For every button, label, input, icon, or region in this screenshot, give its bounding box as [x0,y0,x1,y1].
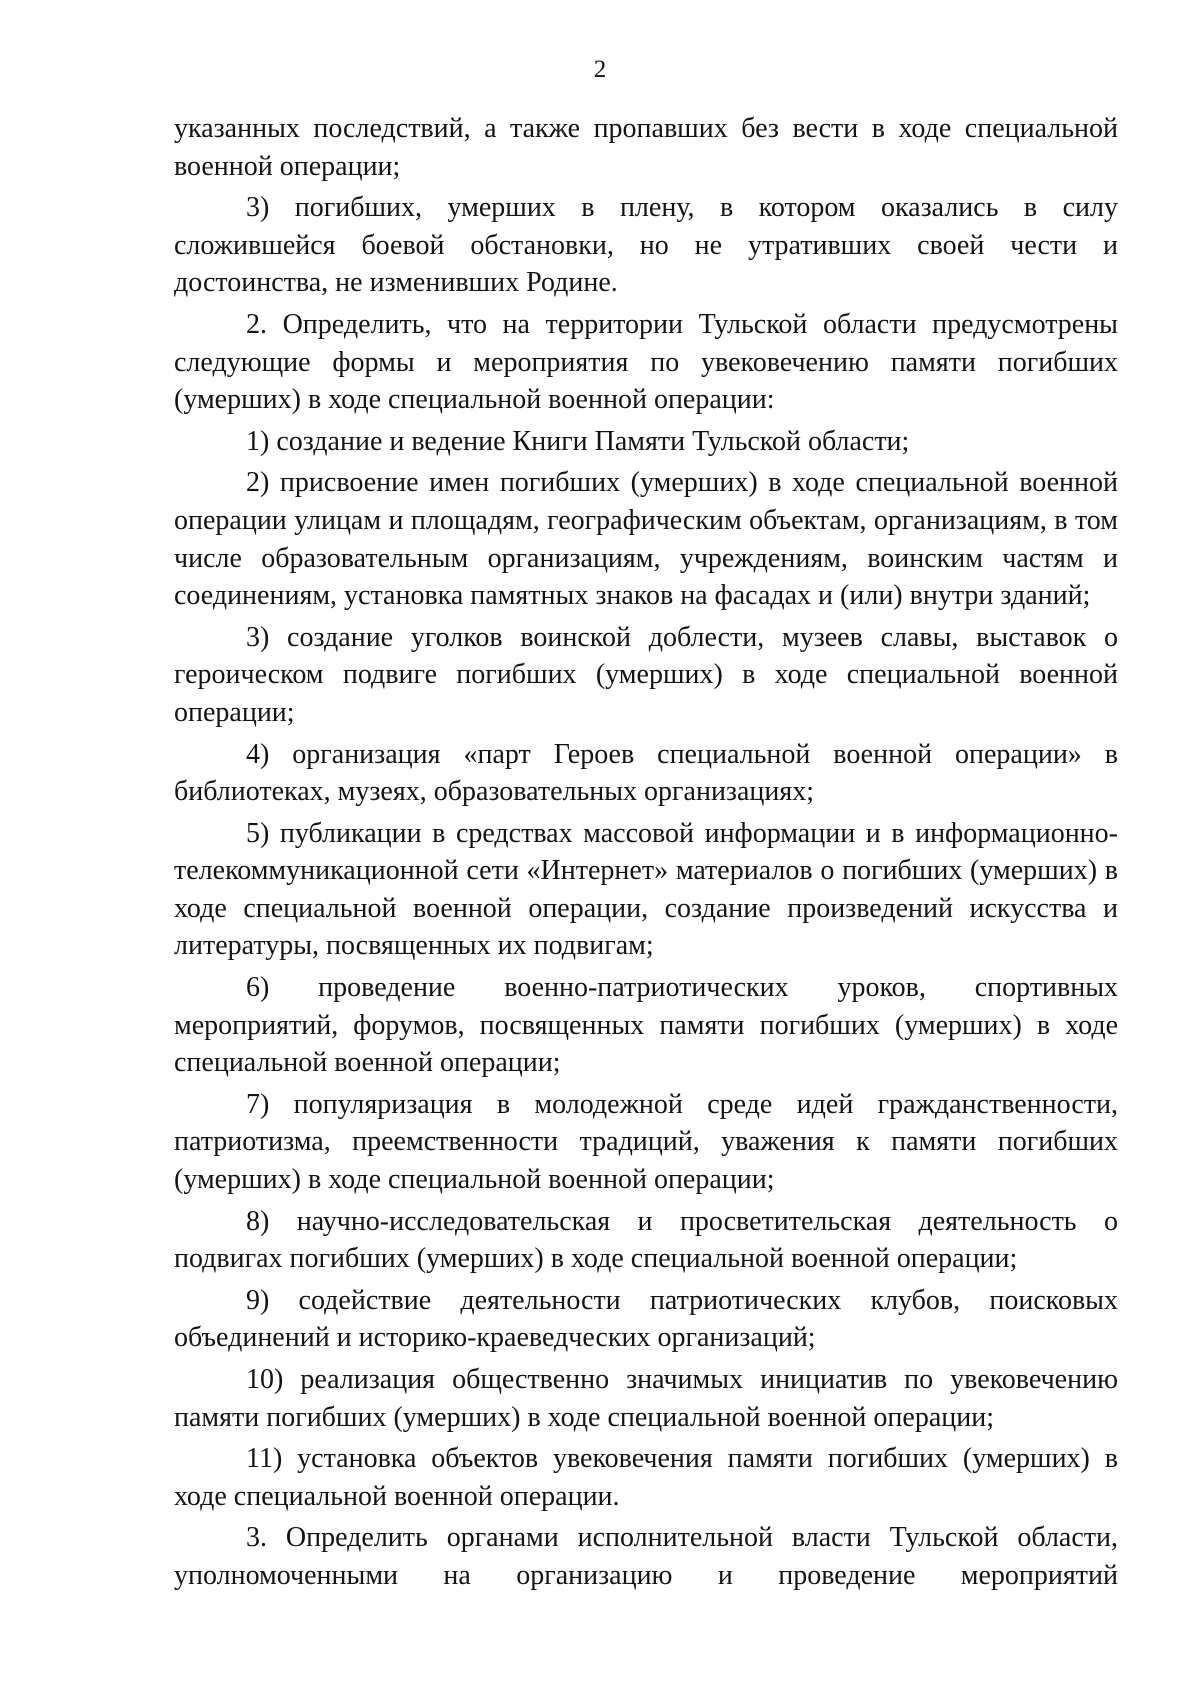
paragraph-clause-2: 2. Определить, что на территории Тульской области предусмотрены следующие формы и мероприятия по увековечению памяти погибших (умерших) в ходе специальной военной операции: [174,308,1118,416]
list-item-7: 7) популяризация в молодежной среде идей гражданственности, патриотизма, преемственности традиций, уважения к памяти погибших (умерших) в ходе специальной военной операции; [174,1088,1118,1196]
paragraph-item-3: 3) погибших, умерших в плену, в котором оказались в силу сложившейся боевой обстановки, но не утративших своей чести и достоинства, не изменивших Родине. [174,192,1118,299]
list-item-2: 2) присвоение имен погибших (умерших) в ходе специальной военной операции улицам и площадям, географическим объектам, организациям, в том числе образовательным организациям, учреждениям, воинским частям и соединениям, установка памятных знаков на фасадах и (или) внутри зданий; [174,467,1118,612]
list-item-3: 3) создание уголков воинской доблести, музеев славы, выставок о героическом подвиге погибших (умерших) в ходе специальной военной операции; [174,621,1118,728]
document-body [174,110,1118,1599]
list-item-6: 6) проведение военно-патриотических уроков, спортивных мероприятий, форумов, посвященных памяти погибших (умерших) в ходе специальной военной операции; [174,972,1118,1079]
list-item-9: 9) содействие деятельности патриотических клубов, поисковых объединений и историко-краеведческих организаций; [174,1284,1118,1354]
list-item-5: 5) публикации в средствах массовой информации и в информационно-телекоммуникационной сети «Интернет» материалов о погибших (умерших) в ходе специальной военной операции, создание произведений искусства и литературы, посвященных их подвигам; [174,817,1118,962]
paragraph-continuation: указанных последствий, а также пропавших без вести в ходе специальной военной операции; [174,113,1118,182]
list-item-4: 4) организация «парт Героев специальной военной операции» в библиотеках, музеях, образовательных организациях; [174,738,1118,808]
list-item-10: 10) реализация общественно значимых инициатив по увековечению памяти погибших (умерших) в ходе специальной военной операции; [174,1364,1118,1433]
list-item-8: 8) научно-исследовательская и просветительская деятельность о подвигах погибших (умерших) в ходе специальной военной операции; [174,1205,1118,1275]
list-item-1: 1) создание и ведение Книги Памяти Тульской области; [246,425,910,457]
paragraph-clause-3: 3. Определить органами исполнительной власти Тульской области, уполномоченными на организацию и проведение мероприятий [174,1522,1118,1591]
list-item-11: 11) установка объектов увековечения памяти погибших (умерших) в ходе специальной военной операции. [174,1443,1118,1512]
page-number: 2 [593,56,607,83]
